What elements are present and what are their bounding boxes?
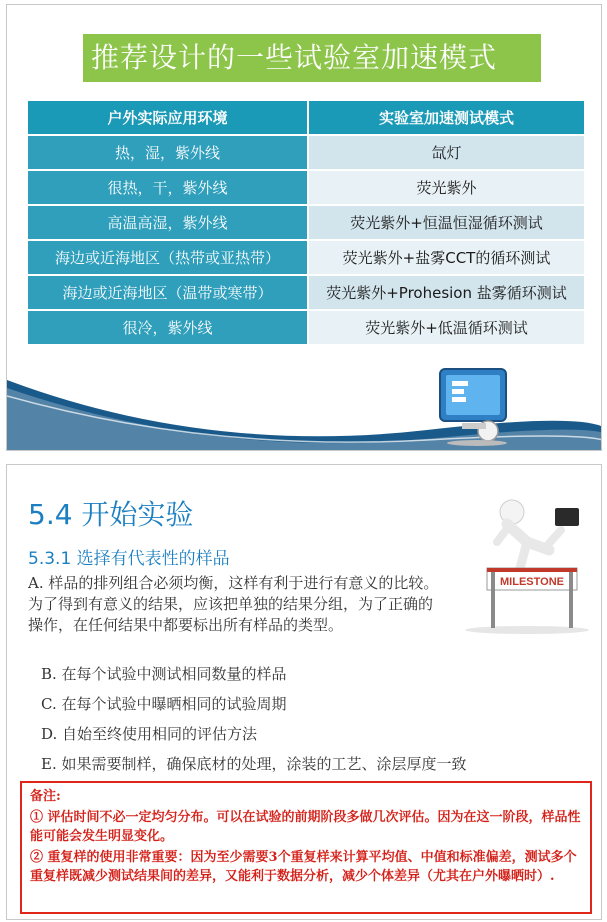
table-row <box>28 276 584 311</box>
lab-test-mode-cell: 氙灯 <box>309 136 584 171</box>
outdoor-environment-cell: 海边或近海地区（温带或寒带） <box>28 276 309 311</box>
note-item: ① 评估时间不必一定均匀分布。可以在试验的前期阶段多做几次评估。因为在这一阶段，样品性能可能会发生明显变化。 <box>30 810 581 844</box>
list-item: C. 在每个试验中曝晒相同的试验周期 <box>41 695 287 713</box>
table-row <box>28 171 584 206</box>
notes-box <box>20 781 592 914</box>
section-heading: 5.4 开始实验 <box>28 498 194 531</box>
outdoor-environment-cell: 很冷，紫外线 <box>28 311 309 346</box>
table-header-row <box>28 101 584 136</box>
acceleration-mode-table <box>28 101 584 346</box>
slide-1-title: 推荐设计的一些试验室加速模式 <box>83 34 541 82</box>
list-item: E. 如果需要制样，确保底材的处理，涂装的工艺、涂层厚度一致 <box>41 755 467 773</box>
subsection-heading: 5.3.1 选择有代表性的样品 <box>28 549 230 569</box>
slide-1 <box>6 4 602 451</box>
list-item: D. 自始至终使用相同的评估方法 <box>41 725 258 743</box>
lab-test-mode-cell: 荧光紫外+低温循环测试 <box>309 311 584 346</box>
notes-title: 备注: <box>30 789 61 804</box>
computer-icon <box>432 365 522 447</box>
outdoor-environment-cell: 高温高湿，紫外线 <box>28 206 309 241</box>
paragraph-a: A. 样品的排列组合必须均衡，这样有利于进行有意义的比较。为了得到有意义的结果，应该把单独的结果分组，为了正确的操作，在任何结果中都要标出所有样品的类型。 <box>28 574 439 634</box>
lab-test-mode-cell: 荧光紫外+Prohesion 盐雾循环测试 <box>309 276 584 311</box>
header-outdoor-environment: 户外实际应用环境 <box>28 101 309 136</box>
lab-test-mode-cell: 荧光紫外 <box>309 171 584 206</box>
table-row <box>28 311 584 346</box>
list-item: B. 在每个试验中测试相同数量的样品 <box>41 665 287 683</box>
table-row <box>28 241 584 276</box>
slide-2 <box>6 464 602 920</box>
header-lab-test-mode: 实验室加速测试模式 <box>309 101 584 136</box>
note-item: ② 重复样的使用非常重要：因为至少需要3个重复样来计算平均值、中值和标准偏差，测试多个重复样既减少测试结果间的差异，又能利于数据分析，减少个体差异（尤其在户外曝晒时）. <box>30 850 577 884</box>
table-row <box>28 206 584 241</box>
lab-test-mode-cell: 荧光紫外+盐雾CCT的循环测试 <box>309 241 584 276</box>
milestone-label: MILESTONE <box>500 576 564 588</box>
outdoor-environment-cell: 热，湿，紫外线 <box>28 136 309 171</box>
milestone-hurdle-illustration <box>457 490 597 635</box>
outdoor-environment-cell: 海边或近海地区（热带或亚热带） <box>28 241 309 276</box>
table-row <box>28 136 584 171</box>
outdoor-environment-cell: 很热，干，紫外线 <box>28 171 309 206</box>
lab-test-mode-cell: 荧光紫外+恒温恒湿循环测试 <box>309 206 584 241</box>
